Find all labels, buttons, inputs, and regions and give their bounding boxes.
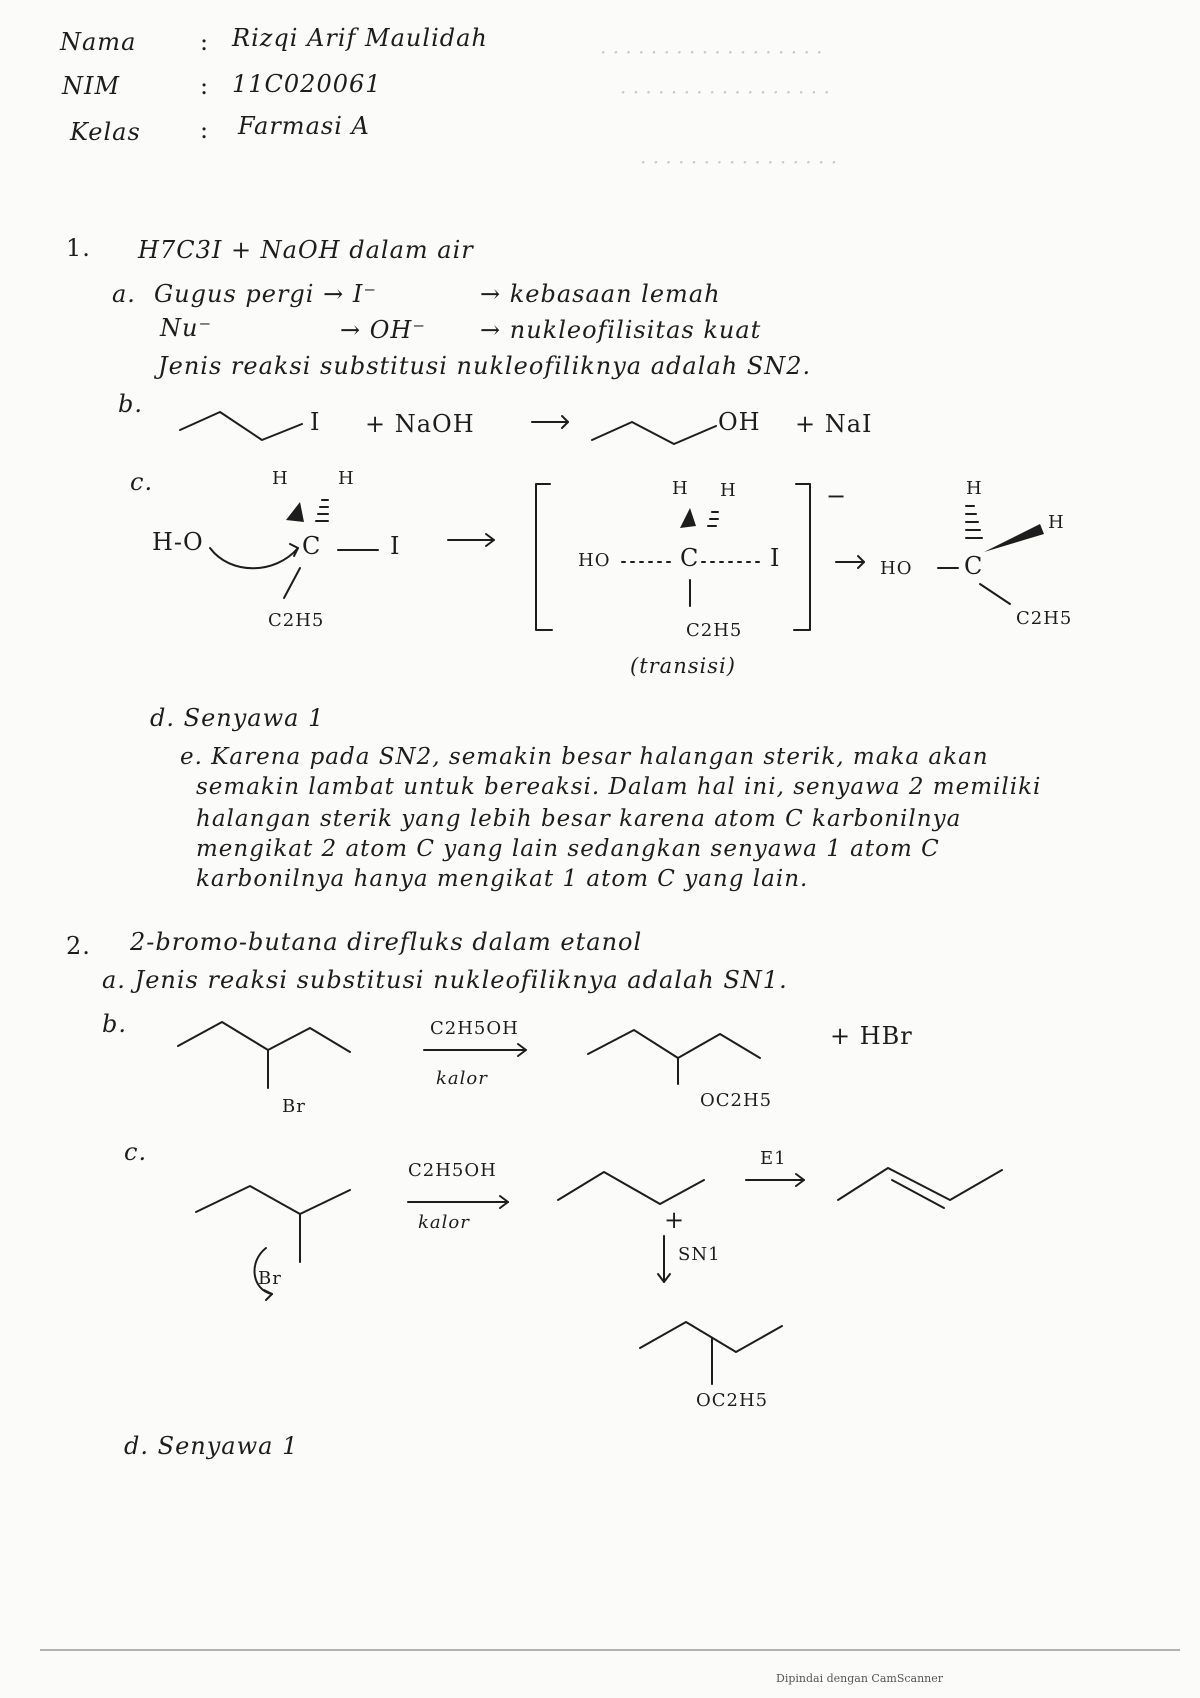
q2-b-label: b. — [102, 1010, 127, 1038]
q1-b-hydroxyl: OH — [718, 408, 761, 436]
q1-b-label: b. — [118, 390, 143, 418]
q1-c-hydroxide: H-O — [152, 528, 204, 556]
q1-b-reactant-skeleton — [180, 412, 302, 440]
scanner-footer: Dipindai dengan CamScanner — [776, 1672, 944, 1685]
ts-caption: (transisi) — [630, 654, 736, 678]
ts-left-bracket — [536, 484, 552, 630]
q2-b-reactant-skeleton — [178, 1022, 350, 1052]
q1-e-line-1: e. Karena pada SN2, semakin besar halangan sterik, maka akan — [180, 744, 989, 770]
student-class: Farmasi A — [238, 112, 370, 140]
p-hash-bond — [966, 506, 982, 538]
ts-charge: − — [826, 482, 848, 510]
q2-c-bromine: Br — [258, 1268, 282, 1289]
q1-e-line-4: mengikat 2 atom C yang lain sedangkan senyawa 1 atom C — [196, 836, 940, 862]
class-label: Kelas — [70, 118, 141, 146]
student-name: Rizqi Arif Maulidah — [232, 24, 488, 52]
q1-c-cethyl-bond — [284, 568, 300, 598]
q1-d-answer: d. Senyawa 1 — [150, 704, 325, 732]
q1-c-wedge-bond — [286, 502, 304, 522]
q2-number: 2. — [66, 932, 91, 960]
q1-a-conclusion: Jenis reaksi substitusi nukleofiliknya adalah SN2. — [158, 352, 812, 380]
q1-a-nucleophile: Nu⁻ — [160, 314, 213, 342]
q1-e-line-2: semakin lambat untuk bereaksi. Dalam hal ini, senyawa 2 memiliki — [196, 774, 1042, 800]
q2-d-answer: d. Senyawa 1 — [124, 1432, 299, 1460]
q2-b-plus-hbr: + HBr — [830, 1022, 913, 1050]
ts-hash-bond — [708, 512, 718, 526]
bleed-through-text: · · · · · · · · · · · · · · · · · · — [600, 40, 823, 64]
q2-c-sn1: SN1 — [678, 1244, 721, 1265]
q1-title: H7C3I + NaOH dalam air — [138, 236, 474, 264]
name-label: Nama — [60, 28, 137, 56]
q1-b-plus-nai: + NaI — [795, 410, 873, 438]
q1-c-attack-arrow — [210, 548, 298, 568]
q2-b-bromine: Br — [282, 1096, 306, 1117]
q1-c-label: c. — [130, 468, 154, 496]
p-wedge-bond — [984, 524, 1044, 552]
q2-c-label: c. — [124, 1138, 148, 1166]
p-hydroxyl: HO — [880, 558, 913, 579]
q1-a-label: a. — [112, 280, 136, 308]
p-ethyl: C2H5 — [1016, 608, 1073, 629]
q1-a-nucleophile-arrow: → OH⁻ — [340, 316, 427, 344]
q2-b-reagent: C2H5OH — [430, 1018, 519, 1039]
q1-b-product-skeleton — [592, 422, 716, 444]
q2-c-reactant-skeleton — [196, 1186, 350, 1214]
q1-c-h1: H — [272, 468, 289, 489]
student-nim: 11C020061 — [232, 70, 382, 98]
q1-e-line-3: halangan sterik yang lebih besar karena atom C karbonilnya — [196, 806, 962, 832]
q2-c-reagent: C2H5OH — [408, 1160, 497, 1181]
bleed-through-text: · · · · · · · · · · · · · · · · — [640, 150, 838, 174]
q2-c-condition: kalor — [418, 1212, 470, 1233]
ts-wedge-bond — [680, 508, 696, 528]
q2-b-product-skeleton — [588, 1030, 760, 1058]
q1-c-iodine: I — [390, 532, 401, 560]
p-ethyl-bond — [980, 584, 1010, 604]
q1-a-leaving-group: Gugus pergi → I⁻ — [154, 280, 377, 308]
q1-c-hash-bond — [316, 500, 328, 521]
nim-label: NIM — [62, 72, 121, 100]
p-carbon: C — [964, 552, 984, 580]
ts-h2: H — [720, 480, 737, 501]
q2-b-condition: kalor — [436, 1068, 488, 1089]
ts-carbon: C — [680, 544, 700, 572]
ts-right-bracket — [794, 484, 810, 630]
q2-c-carbocation-skeleton — [558, 1172, 704, 1204]
ts-ethyl: C2H5 — [686, 620, 743, 641]
p-h2: H — [1048, 512, 1065, 533]
q2-c-carbocation: + — [664, 1206, 686, 1234]
q1-b-plus-naoh: + NaOH — [365, 410, 475, 438]
name-separator: : — [200, 28, 210, 56]
q2-c-e1: E1 — [760, 1148, 787, 1169]
ts-iodine: I — [770, 544, 781, 572]
q2-c-leaving-arrow — [255, 1248, 272, 1294]
q1-b-iodine: I — [310, 408, 321, 436]
q1-a-nucleophile-note: → nukleofilisitas kuat — [480, 316, 762, 344]
q2-c-ethoxy: OC2H5 — [696, 1390, 769, 1411]
p-h1: H — [966, 478, 983, 499]
q2-title: 2-bromo-butana direfluks dalam etanol — [130, 928, 643, 956]
class-separator: : — [200, 116, 210, 144]
q2-b-ethoxy: OC2H5 — [700, 1090, 773, 1111]
q1-c-carbon: C — [302, 532, 322, 560]
q1-e-line-5: karbonilnya hanya mengikat 1 atom C yang lain. — [196, 866, 809, 892]
q2-a-answer: a. Jenis reaksi substitusi nukleofiliknya adalah SN1. — [102, 966, 788, 994]
q1-number: 1. — [66, 234, 91, 262]
ts-h1: H — [672, 478, 689, 499]
ts-hydroxyl: HO — [578, 550, 611, 571]
q1-c-ethyl: C2H5 — [268, 610, 325, 631]
bleed-through-text: · · · · · · · · · · · · · · · · · — [620, 80, 830, 104]
q1-a-leaving-group-note: → kebasaan lemah — [480, 280, 721, 308]
q1-c-h2: H — [338, 468, 355, 489]
nim-separator: : — [200, 72, 210, 100]
